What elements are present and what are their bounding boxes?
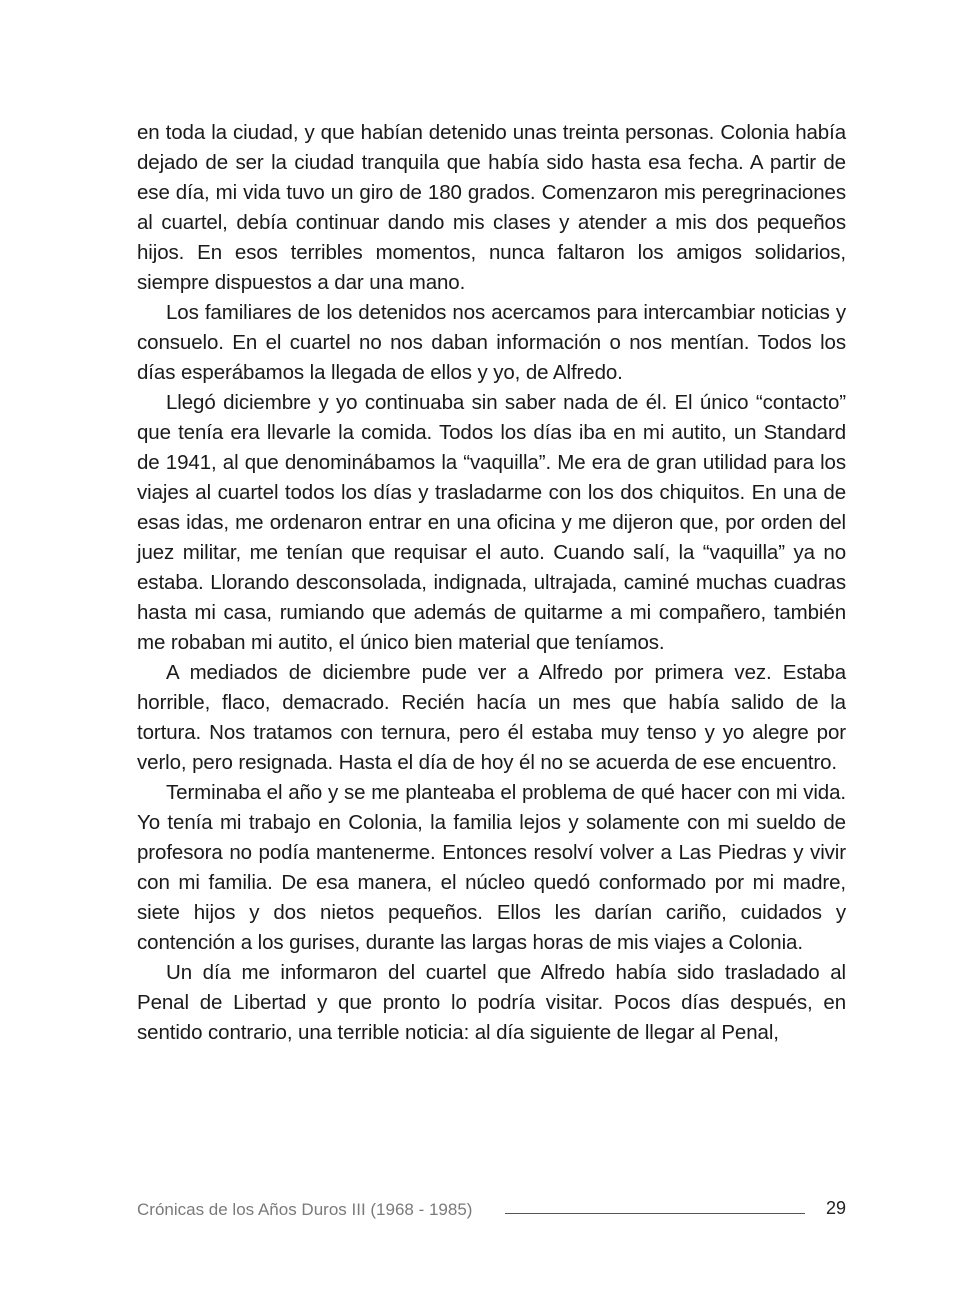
footer-rule <box>505 1213 805 1214</box>
paragraph-2: Los familiares de los detenidos nos acercamos para intercambiar noticias y consuelo. En el cuartel no nos daban información o nos mentían. Todos los días esperábamos la llegada de ellos y yo, de Alfredo. <box>137 301 846 384</box>
running-footer-title: Crónicas de los Años Duros III (1968 - 1985) <box>137 1200 473 1219</box>
paragraph-1: en toda la ciudad, y que habían detenido unas treinta personas. Colonia había dejado de ser la ciudad tranquila que había sido hasta esa fecha. A partir de ese día, mi vida tuvo un giro de 180 grados. Comenzaron mis peregrinaciones al cuartel, debía continuar dando mis clases y atender a mis dos pequeños hijos. En esos terribles momentos, nunca faltaron los amigos solidarios, siempre dispuestos a dar una mano. <box>137 121 846 294</box>
page-footer <box>137 1196 846 1226</box>
paragraph-4: A mediados de diciembre pude ver a Alfredo por primera vez. Estaba horrible, flaco, demacrado. Recién hacía un mes que había salido de la tortura. Nos tratamos con ternura, pero él estaba muy tenso y yo alegre por verlo, pero resignada. Hasta el día de hoy él no se acuerda de ese encuentro. <box>137 661 846 774</box>
page-number: 29 <box>825 1198 846 1218</box>
paragraph-3: Llegó diciembre y yo continuaba sin saber nada de él. El único “contacto” que tenía era llevarle la comida. Todos los días iba en mi autito, un Standard de 1941, al que denominábamos la “vaquilla”. Me era de gran utilidad para los viajes al cuartel todos los días y trasladarme con los dos chiquitos. En una de esas idas, me ordenaron entrar en una oficina y me dijeron que, por orden del juez militar, me tenían que requisar el auto. Cuando salí, la “vaquilla” ya no estaba. Llorando desconsolada, indignada, ultrajada, caminé muchas cuadras hasta mi casa, rumiando que además de quitarme a mi compañero, también me robaban mi autito, el único bien material que teníamos. <box>137 391 846 654</box>
body-text <box>137 118 846 1048</box>
paragraph-5: Terminaba el año y se me planteaba el problema de qué hacer con mi vida. Yo tenía mi trabajo en Colonia, la familia lejos y solamente con mi sueldo de profesora no podía mantenerme. Entonces resolví volver a Las Piedras y vivir con mi familia. De esa manera, el núcleo quedó conformado por mi madre, siete hijos y dos nietos pequeños. Ellos les darían cariño, cuidados y contención a los gurises, durante las largas horas de mis viajes a Colonia. <box>137 781 846 954</box>
paragraph-6: Un día me informaron del cuartel que Alfredo había sido trasladado al Penal de Libertad y que pronto lo podría visitar. Pocos días después, en sentido contrario, una terrible noticia: al día siguiente de llegar al Penal, <box>137 961 846 1044</box>
